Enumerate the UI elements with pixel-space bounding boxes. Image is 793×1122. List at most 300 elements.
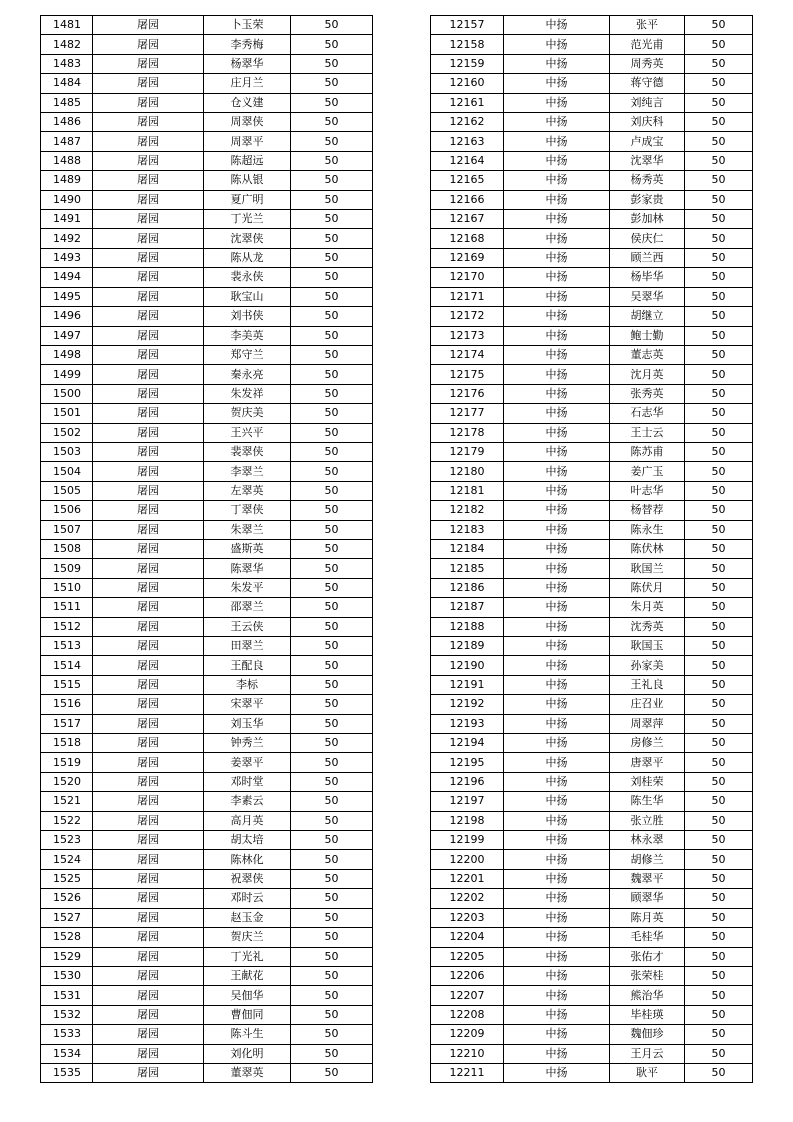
- row-village: 中扬: [504, 598, 610, 617]
- row-id: 12186: [431, 578, 504, 597]
- table-row: [41, 1063, 373, 1082]
- row-name: 耿国玉: [610, 637, 685, 656]
- row-id: 12195: [431, 753, 504, 772]
- row-village: 屠园: [93, 1005, 204, 1024]
- row-amount: 50: [291, 481, 373, 500]
- row-id: 12167: [431, 210, 504, 229]
- table-row: [431, 35, 753, 54]
- row-id: 1492: [41, 229, 93, 248]
- row-amount: 50: [685, 947, 753, 966]
- row-amount: 50: [291, 617, 373, 636]
- row-id: 12166: [431, 190, 504, 209]
- row-id: 12197: [431, 792, 504, 811]
- row-village: 屠园: [93, 559, 204, 578]
- table-row: [41, 986, 373, 1005]
- row-id: 1485: [41, 93, 93, 112]
- row-village: 中扬: [504, 831, 610, 850]
- row-amount: 50: [685, 345, 753, 364]
- row-amount: 50: [685, 637, 753, 656]
- table-row: [41, 772, 373, 791]
- row-id: 12174: [431, 345, 504, 364]
- row-amount: 50: [291, 889, 373, 908]
- row-id: 1511: [41, 598, 93, 617]
- row-id: 12188: [431, 617, 504, 636]
- row-name: 杨替荐: [610, 501, 685, 520]
- table-row: [431, 772, 753, 791]
- row-id: 12209: [431, 1025, 504, 1044]
- row-name: 陈苏甫: [610, 442, 685, 461]
- row-name: 夏广明: [204, 190, 291, 209]
- row-name: 耿国兰: [610, 559, 685, 578]
- table-row: [41, 734, 373, 753]
- table-row: [41, 928, 373, 947]
- row-village: 中扬: [504, 714, 610, 733]
- row-id: 12201: [431, 869, 504, 888]
- row-amount: 50: [685, 151, 753, 170]
- row-amount: 50: [685, 268, 753, 287]
- table-row: [41, 423, 373, 442]
- row-name: 杨毕华: [610, 268, 685, 287]
- row-name: 卜玉荣: [204, 16, 291, 35]
- row-village: 中扬: [504, 481, 610, 500]
- table-row: [431, 501, 753, 520]
- row-amount: 50: [291, 675, 373, 694]
- row-id: 12202: [431, 889, 504, 908]
- table-row: [41, 617, 373, 636]
- row-id: 1482: [41, 35, 93, 54]
- row-id: 12210: [431, 1044, 504, 1063]
- row-village: 中扬: [504, 966, 610, 985]
- row-amount: 50: [685, 986, 753, 1005]
- row-id: 1493: [41, 248, 93, 267]
- table-row: [431, 869, 753, 888]
- row-amount: 50: [291, 772, 373, 791]
- table-row: [41, 850, 373, 869]
- row-name: 张立胜: [610, 811, 685, 830]
- row-name: 张佑才: [610, 947, 685, 966]
- row-village: 屠园: [93, 190, 204, 209]
- table-row: [41, 1044, 373, 1063]
- table-row: [41, 520, 373, 539]
- row-id: 1530: [41, 966, 93, 985]
- row-name: 杨秀英: [610, 171, 685, 190]
- table-row: [431, 637, 753, 656]
- row-name: 陈从银: [204, 171, 291, 190]
- table-row: [431, 210, 753, 229]
- row-amount: 50: [291, 384, 373, 403]
- row-amount: 50: [685, 35, 753, 54]
- row-id: 12189: [431, 637, 504, 656]
- row-name: 周翠萍: [610, 714, 685, 733]
- row-id: 12165: [431, 171, 504, 190]
- row-village: 屠园: [93, 1063, 204, 1082]
- row-id: 12182: [431, 501, 504, 520]
- row-amount: 50: [291, 287, 373, 306]
- row-name: 王月云: [610, 1044, 685, 1063]
- row-amount: 50: [685, 1025, 753, 1044]
- row-id: 1503: [41, 442, 93, 461]
- row-amount: 50: [291, 74, 373, 93]
- row-id: 12178: [431, 423, 504, 442]
- row-village: 中扬: [504, 1025, 610, 1044]
- row-amount: 50: [685, 578, 753, 597]
- row-village: 中扬: [504, 501, 610, 520]
- row-amount: 50: [685, 93, 753, 112]
- table-row: [431, 132, 753, 151]
- table-row: [431, 520, 753, 539]
- row-name: 张荣桂: [610, 966, 685, 985]
- row-amount: 50: [685, 1005, 753, 1024]
- row-id: 1488: [41, 151, 93, 170]
- table-row: [431, 986, 753, 1005]
- row-village: 屠园: [93, 656, 204, 675]
- row-id: 12184: [431, 539, 504, 558]
- row-name: 卢成宝: [610, 132, 685, 151]
- row-amount: 50: [685, 869, 753, 888]
- table-row: [41, 113, 373, 132]
- row-id: 12171: [431, 287, 504, 306]
- table-row: [431, 559, 753, 578]
- table-row: [431, 365, 753, 384]
- row-amount: 50: [685, 229, 753, 248]
- row-name: 王士云: [610, 423, 685, 442]
- row-name: 石志华: [610, 404, 685, 423]
- table-row: [41, 889, 373, 908]
- row-id: 12199: [431, 831, 504, 850]
- row-amount: 50: [685, 656, 753, 675]
- row-village: 屠园: [93, 404, 204, 423]
- row-village: 屠园: [93, 617, 204, 636]
- row-village: 中扬: [504, 811, 610, 830]
- row-amount: 50: [685, 248, 753, 267]
- row-amount: 50: [685, 928, 753, 947]
- row-amount: 50: [291, 404, 373, 423]
- row-name: 姜翠平: [204, 753, 291, 772]
- row-village: 中扬: [504, 113, 610, 132]
- row-id: 12193: [431, 714, 504, 733]
- table-row: [431, 1025, 753, 1044]
- row-id: 1533: [41, 1025, 93, 1044]
- row-village: 中扬: [504, 539, 610, 558]
- row-amount: 50: [685, 966, 753, 985]
- row-id: 1534: [41, 1044, 93, 1063]
- row-id: 12207: [431, 986, 504, 1005]
- row-amount: 50: [291, 753, 373, 772]
- row-id: 1500: [41, 384, 93, 403]
- row-village: 屠园: [93, 462, 204, 481]
- row-village: 中扬: [504, 1005, 610, 1024]
- row-village: 屠园: [93, 695, 204, 714]
- row-village: 屠园: [93, 772, 204, 791]
- row-id: 1517: [41, 714, 93, 733]
- row-name: 耿宝山: [204, 287, 291, 306]
- row-name: 庄月兰: [204, 74, 291, 93]
- row-name: 沈翠华: [610, 151, 685, 170]
- row-name: 高月英: [204, 811, 291, 830]
- table-row: [431, 695, 753, 714]
- row-village: 屠园: [93, 637, 204, 656]
- table-row: [431, 113, 753, 132]
- row-name: 耿平: [610, 1063, 685, 1082]
- row-name: 毕桂瑛: [610, 1005, 685, 1024]
- row-id: 12157: [431, 16, 504, 35]
- row-name: 朱发平: [204, 578, 291, 597]
- row-name: 杨翠华: [204, 54, 291, 73]
- row-village: 中扬: [504, 268, 610, 287]
- row-village: 屠园: [93, 578, 204, 597]
- row-amount: 50: [291, 578, 373, 597]
- row-id: 1509: [41, 559, 93, 578]
- row-name: 吴翠华: [610, 287, 685, 306]
- row-village: 中扬: [504, 617, 610, 636]
- row-id: 12204: [431, 928, 504, 947]
- row-id: 1527: [41, 908, 93, 927]
- row-name: 丁光礼: [204, 947, 291, 966]
- row-id: 12187: [431, 598, 504, 617]
- row-name: 朱翠兰: [204, 520, 291, 539]
- row-id: 12192: [431, 695, 504, 714]
- row-village: 屠园: [93, 753, 204, 772]
- row-name: 贺庆美: [204, 404, 291, 423]
- row-name: 王配良: [204, 656, 291, 675]
- table-row: [41, 539, 373, 558]
- row-id: 1508: [41, 539, 93, 558]
- table-row: [41, 345, 373, 364]
- left-table-body: [41, 16, 373, 1083]
- table-row: [41, 74, 373, 93]
- row-amount: 50: [685, 1063, 753, 1082]
- row-name: 陈伏林: [610, 539, 685, 558]
- row-id: 12185: [431, 559, 504, 578]
- row-amount: 50: [291, 326, 373, 345]
- row-id: 12205: [431, 947, 504, 966]
- row-amount: 50: [685, 442, 753, 461]
- row-name: 钟秀兰: [204, 734, 291, 753]
- table-row: [431, 908, 753, 927]
- row-village: 中扬: [504, 889, 610, 908]
- row-id: 1495: [41, 287, 93, 306]
- row-id: 1518: [41, 734, 93, 753]
- table-row: [41, 559, 373, 578]
- row-id: 1497: [41, 326, 93, 345]
- row-amount: 50: [685, 481, 753, 500]
- table-row: [41, 35, 373, 54]
- row-name: 毛桂华: [610, 928, 685, 947]
- row-village: 中扬: [504, 947, 610, 966]
- row-id: 12180: [431, 462, 504, 481]
- row-name: 田翠兰: [204, 637, 291, 656]
- row-amount: 50: [685, 520, 753, 539]
- table-row: [431, 656, 753, 675]
- row-name: 刘桂荣: [610, 772, 685, 791]
- row-amount: 50: [685, 617, 753, 636]
- row-name: 沈秀英: [610, 617, 685, 636]
- row-village: 屠园: [93, 345, 204, 364]
- table-row: [41, 190, 373, 209]
- row-name: 周秀英: [610, 54, 685, 73]
- row-village: 屠园: [93, 811, 204, 830]
- row-amount: 50: [291, 248, 373, 267]
- row-id: 1507: [41, 520, 93, 539]
- row-amount: 50: [685, 54, 753, 73]
- row-id: 1532: [41, 1005, 93, 1024]
- row-name: 邓时堂: [204, 772, 291, 791]
- row-name: 周翠平: [204, 132, 291, 151]
- row-id: 1514: [41, 656, 93, 675]
- row-village: 屠园: [93, 1044, 204, 1063]
- row-amount: 50: [685, 831, 753, 850]
- row-village: 中扬: [504, 559, 610, 578]
- row-amount: 50: [291, 1044, 373, 1063]
- table-row: [41, 132, 373, 151]
- row-amount: 50: [291, 501, 373, 520]
- row-village: 屠园: [93, 734, 204, 753]
- table-row: [41, 307, 373, 326]
- row-id: 1490: [41, 190, 93, 209]
- table-row: [41, 16, 373, 35]
- row-village: 中扬: [504, 365, 610, 384]
- table-row: [41, 268, 373, 287]
- table-row: [41, 675, 373, 694]
- row-id: 12196: [431, 772, 504, 791]
- row-name: 裴永侠: [204, 268, 291, 287]
- row-name: 邵翠兰: [204, 598, 291, 617]
- table-row: [431, 850, 753, 869]
- row-name: 刘纯言: [610, 93, 685, 112]
- row-name: 陈伏月: [610, 578, 685, 597]
- row-id: 1524: [41, 850, 93, 869]
- table-row: [431, 889, 753, 908]
- row-village: 屠园: [93, 1025, 204, 1044]
- row-name: 董志英: [610, 345, 685, 364]
- table-row: [41, 326, 373, 345]
- row-village: 屠园: [93, 16, 204, 35]
- table-row: [431, 345, 753, 364]
- row-amount: 50: [685, 734, 753, 753]
- row-id: 1501: [41, 404, 93, 423]
- row-name: 赵玉金: [204, 908, 291, 927]
- row-name: 胡修兰: [610, 850, 685, 869]
- row-village: 屠园: [93, 268, 204, 287]
- row-id: 1523: [41, 831, 93, 850]
- table-row: [431, 947, 753, 966]
- row-amount: 50: [685, 792, 753, 811]
- row-amount: 50: [291, 16, 373, 35]
- row-village: 中扬: [504, 423, 610, 442]
- row-name: 陈超远: [204, 151, 291, 170]
- row-name: 吴佃华: [204, 986, 291, 1005]
- table-row: [431, 481, 753, 500]
- row-amount: 50: [685, 501, 753, 520]
- row-village: 中扬: [504, 345, 610, 364]
- row-id: 1522: [41, 811, 93, 830]
- row-name: 陈翠华: [204, 559, 291, 578]
- row-amount: 50: [685, 16, 753, 35]
- table-row: [431, 1005, 753, 1024]
- row-village: 中扬: [504, 16, 610, 35]
- table-row: [41, 1005, 373, 1024]
- row-name: 彭家贵: [610, 190, 685, 209]
- row-amount: 50: [291, 132, 373, 151]
- row-name: 刘玉华: [204, 714, 291, 733]
- row-id: 1510: [41, 578, 93, 597]
- row-amount: 50: [291, 637, 373, 656]
- row-amount: 50: [291, 307, 373, 326]
- row-village: 中扬: [504, 908, 610, 927]
- row-id: 12172: [431, 307, 504, 326]
- table-row: [431, 539, 753, 558]
- row-amount: 50: [685, 675, 753, 694]
- row-amount: 50: [291, 190, 373, 209]
- row-village: 中扬: [504, 578, 610, 597]
- row-village: 屠园: [93, 113, 204, 132]
- row-id: 12168: [431, 229, 504, 248]
- table-row: [41, 656, 373, 675]
- row-name: 彭加林: [610, 210, 685, 229]
- row-name: 王兴平: [204, 423, 291, 442]
- table-row: [431, 307, 753, 326]
- row-amount: 50: [685, 850, 753, 869]
- table-row: [41, 229, 373, 248]
- row-id: 12160: [431, 74, 504, 93]
- row-name: 贺庆兰: [204, 928, 291, 947]
- row-id: 1481: [41, 16, 93, 35]
- row-id: 1484: [41, 74, 93, 93]
- row-id: 12173: [431, 326, 504, 345]
- row-name: 李翠兰: [204, 462, 291, 481]
- row-id: 12177: [431, 404, 504, 423]
- row-id: 1525: [41, 869, 93, 888]
- row-village: 屠园: [93, 171, 204, 190]
- row-amount: 50: [291, 54, 373, 73]
- table-row: [41, 831, 373, 850]
- row-amount: 50: [291, 423, 373, 442]
- row-amount: 50: [291, 850, 373, 869]
- row-village: 中扬: [504, 753, 610, 772]
- row-name: 左翠英: [204, 481, 291, 500]
- row-amount: 50: [291, 171, 373, 190]
- row-name: 胡太培: [204, 831, 291, 850]
- row-name: 张平: [610, 16, 685, 35]
- table-row: [431, 248, 753, 267]
- row-name: 沈月英: [610, 365, 685, 384]
- table-row: [431, 598, 753, 617]
- row-village: 屠园: [93, 831, 204, 850]
- row-id: 12158: [431, 35, 504, 54]
- row-amount: 50: [685, 772, 753, 791]
- row-village: 屠园: [93, 792, 204, 811]
- row-name: 周翠侠: [204, 113, 291, 132]
- row-village: 中扬: [504, 442, 610, 461]
- row-amount: 50: [291, 792, 373, 811]
- row-amount: 50: [291, 1005, 373, 1024]
- row-amount: 50: [291, 1063, 373, 1082]
- row-village: 中扬: [504, 404, 610, 423]
- table-row: [431, 74, 753, 93]
- table-row: [431, 966, 753, 985]
- row-village: 屠园: [93, 539, 204, 558]
- row-name: 范光甫: [610, 35, 685, 54]
- row-amount: 50: [685, 171, 753, 190]
- row-amount: 50: [685, 113, 753, 132]
- row-id: 12164: [431, 151, 504, 170]
- row-id: 12176: [431, 384, 504, 403]
- row-village: 屠园: [93, 501, 204, 520]
- row-name: 胡继立: [610, 307, 685, 326]
- table-row: [41, 404, 373, 423]
- row-village: 中扬: [504, 93, 610, 112]
- row-village: 屠园: [93, 850, 204, 869]
